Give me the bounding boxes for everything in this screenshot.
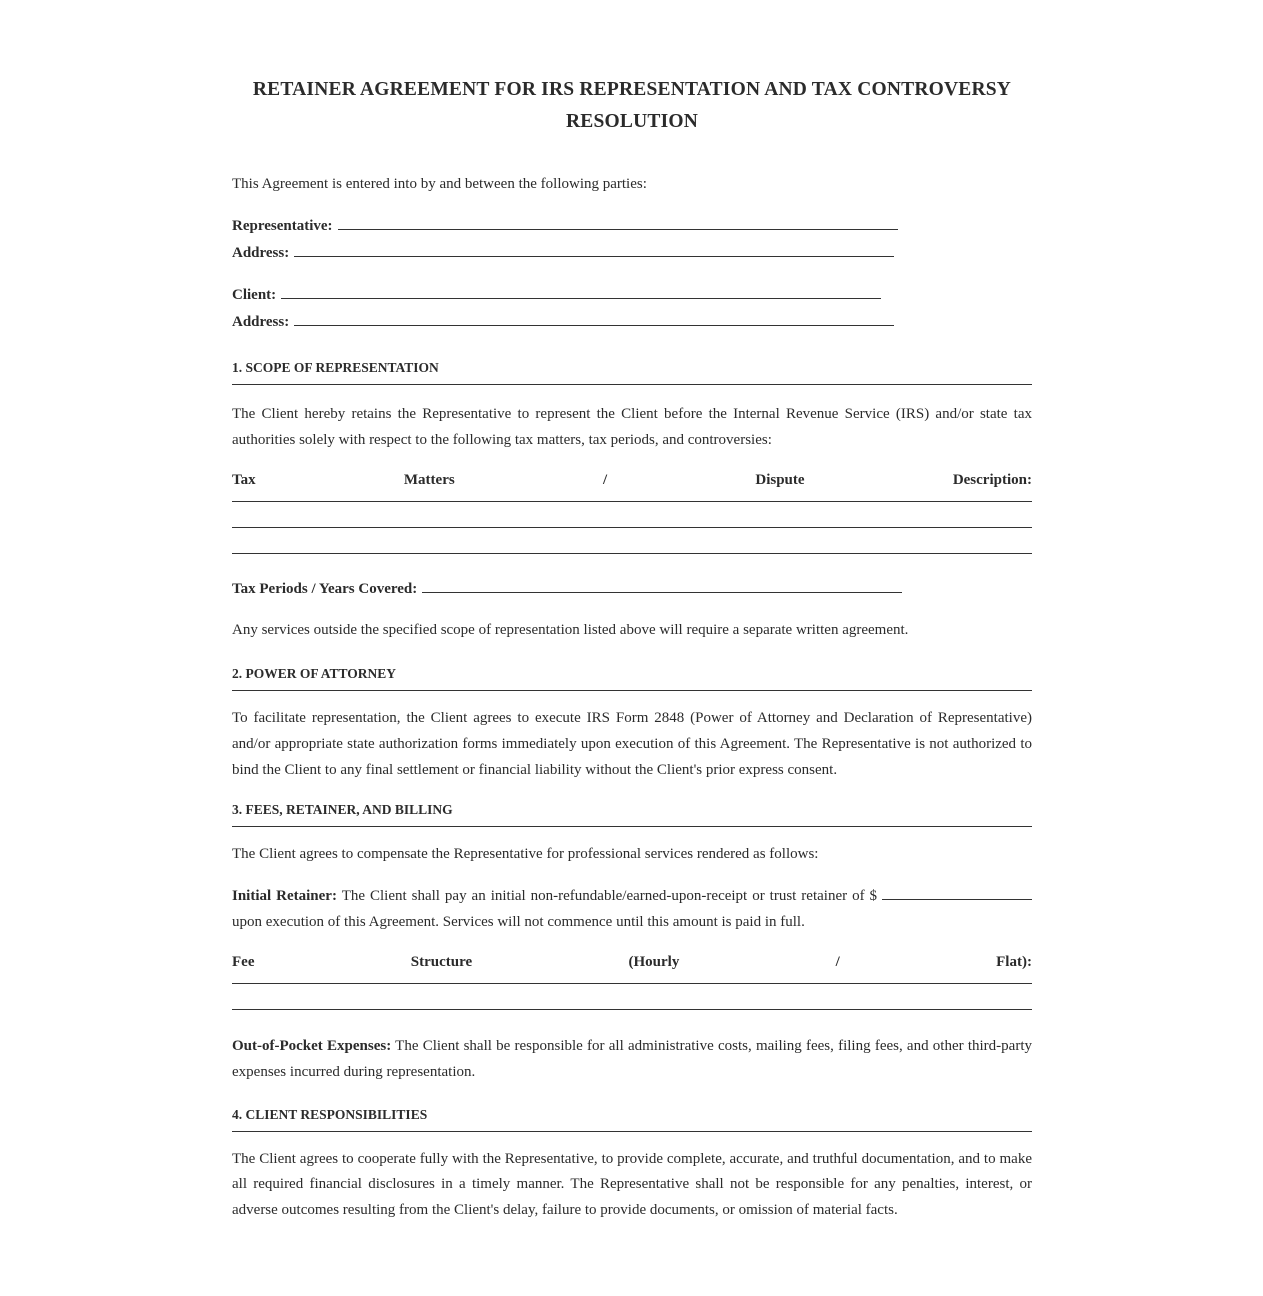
tax-matters-word: Tax xyxy=(232,472,256,489)
representative-blank[interactable] xyxy=(338,214,898,230)
tax-matters-word: / xyxy=(602,472,608,489)
fee-structure-word: / xyxy=(835,954,840,971)
representative-address-label: Address: xyxy=(232,245,290,261)
client-fields xyxy=(232,282,1032,336)
tax-periods-blank[interactable] xyxy=(422,577,902,593)
section-2-text: To facilitate representation, the Client agrees to execute IRS Form 2848 (Power of Attorney and Declaration of Representative) and/or appropriate state authorization forms immediately upon execution of this Agreement. The Representative is not authorized to bind the Client to any final settlement or financial liability without the Client's prior express consent. xyxy=(232,710,1032,778)
client-blank[interactable] xyxy=(281,283,881,299)
expenses-paragraph xyxy=(232,1034,1032,1085)
representative-address-field xyxy=(232,240,1032,267)
section-4-heading: 4. CLIENT RESPONSIBILITIES xyxy=(232,1105,1032,1132)
initial-retainer-text-a: The Client shall pay an initial non-refundable/earned-upon-receipt or trust retainer of $ xyxy=(341,887,878,904)
tax-matters-line-1[interactable] xyxy=(232,501,1032,502)
intro-text: This Agreement is entered into by and between the following parties: xyxy=(232,176,647,192)
tax-matters-line-3[interactable] xyxy=(232,553,1032,554)
client-address-label: Address: xyxy=(232,314,290,330)
initial-retainer-text-b: upon execution of this Agreement. Services will not commence until this amount is paid in full. xyxy=(232,913,805,930)
tax-matters-label xyxy=(232,470,1032,490)
representative-address-blank[interactable] xyxy=(294,241,894,257)
representative-label: Representative: xyxy=(232,218,333,234)
initial-retainer-label: Initial Retainer: xyxy=(232,887,337,904)
tax-matters-word: Matters xyxy=(403,472,455,489)
fee-structure-label xyxy=(232,952,1032,972)
fee-structure-word: Structure xyxy=(410,954,473,971)
initial-retainer-paragraph xyxy=(232,884,1032,935)
representative-field xyxy=(232,213,1032,240)
tax-periods-field xyxy=(232,576,1032,603)
expenses-text: The Client shall be responsible for all administrative costs, mailing fees, filing fees, and other third-party expenses incurred during representation. xyxy=(232,1038,1032,1081)
expenses-label: Out-of-Pocket Expenses: xyxy=(232,1038,392,1055)
client-label: Client: xyxy=(232,287,277,303)
client-address-blank[interactable] xyxy=(294,310,894,326)
representative-fields xyxy=(232,213,1032,267)
fee-structure-word: Flat): xyxy=(996,954,1032,971)
section-1-text: The Client hereby retains the Representative to represent the Client before the Internal Revenue Service (IRS) and/or state tax authorities solely with respect to the following tax matters, tax periods, and controversies: xyxy=(232,406,1032,448)
document-page xyxy=(232,0,1032,1224)
client-field xyxy=(232,282,1032,309)
fee-structure-word: Fee xyxy=(232,954,255,971)
scope-note: Any services outside the specified scope of representation listed above will require a separate written agreement. xyxy=(232,622,909,639)
section-2-heading: 2. POWER OF ATTORNEY xyxy=(232,664,1032,691)
section-3-heading: 3. FEES, RETAINER, AND BILLING xyxy=(232,800,1032,827)
fee-structure-word: (Hourly xyxy=(628,954,680,971)
section-4-text: The Client agrees to cooperate fully with the Representative, to provide complete, accurate, and truthful documentation, and to make all required financial disclosures in a timely manner. The Representative shall not be responsible for any penalties, interest, or adverse outcomes resulting from the Client's delay, failure to provide documents, or omission of material facts. xyxy=(232,1150,1032,1219)
retainer-amount-blank[interactable] xyxy=(882,885,1032,900)
document-title: RETAINER AGREEMENT FOR IRS REPRESENTATION AND TAX CONTROVERSY RESOLUTION xyxy=(252,79,1012,132)
tax-matters-word: Description: xyxy=(952,472,1032,489)
section-3-intro: The Client agrees to compensate the Representative for professional services rendered as follows: xyxy=(232,846,819,863)
tax-periods-label: Tax Periods / Years Covered: xyxy=(232,581,418,598)
client-address-field xyxy=(232,309,1032,336)
tax-matters-line-2[interactable] xyxy=(232,527,1032,528)
tax-matters-word: Dispute xyxy=(755,472,805,489)
fee-structure-line-2[interactable] xyxy=(232,1009,1032,1010)
fee-structure-line-1[interactable] xyxy=(232,983,1032,984)
section-1-heading: 1. SCOPE OF REPRESENTATION xyxy=(232,358,1032,385)
